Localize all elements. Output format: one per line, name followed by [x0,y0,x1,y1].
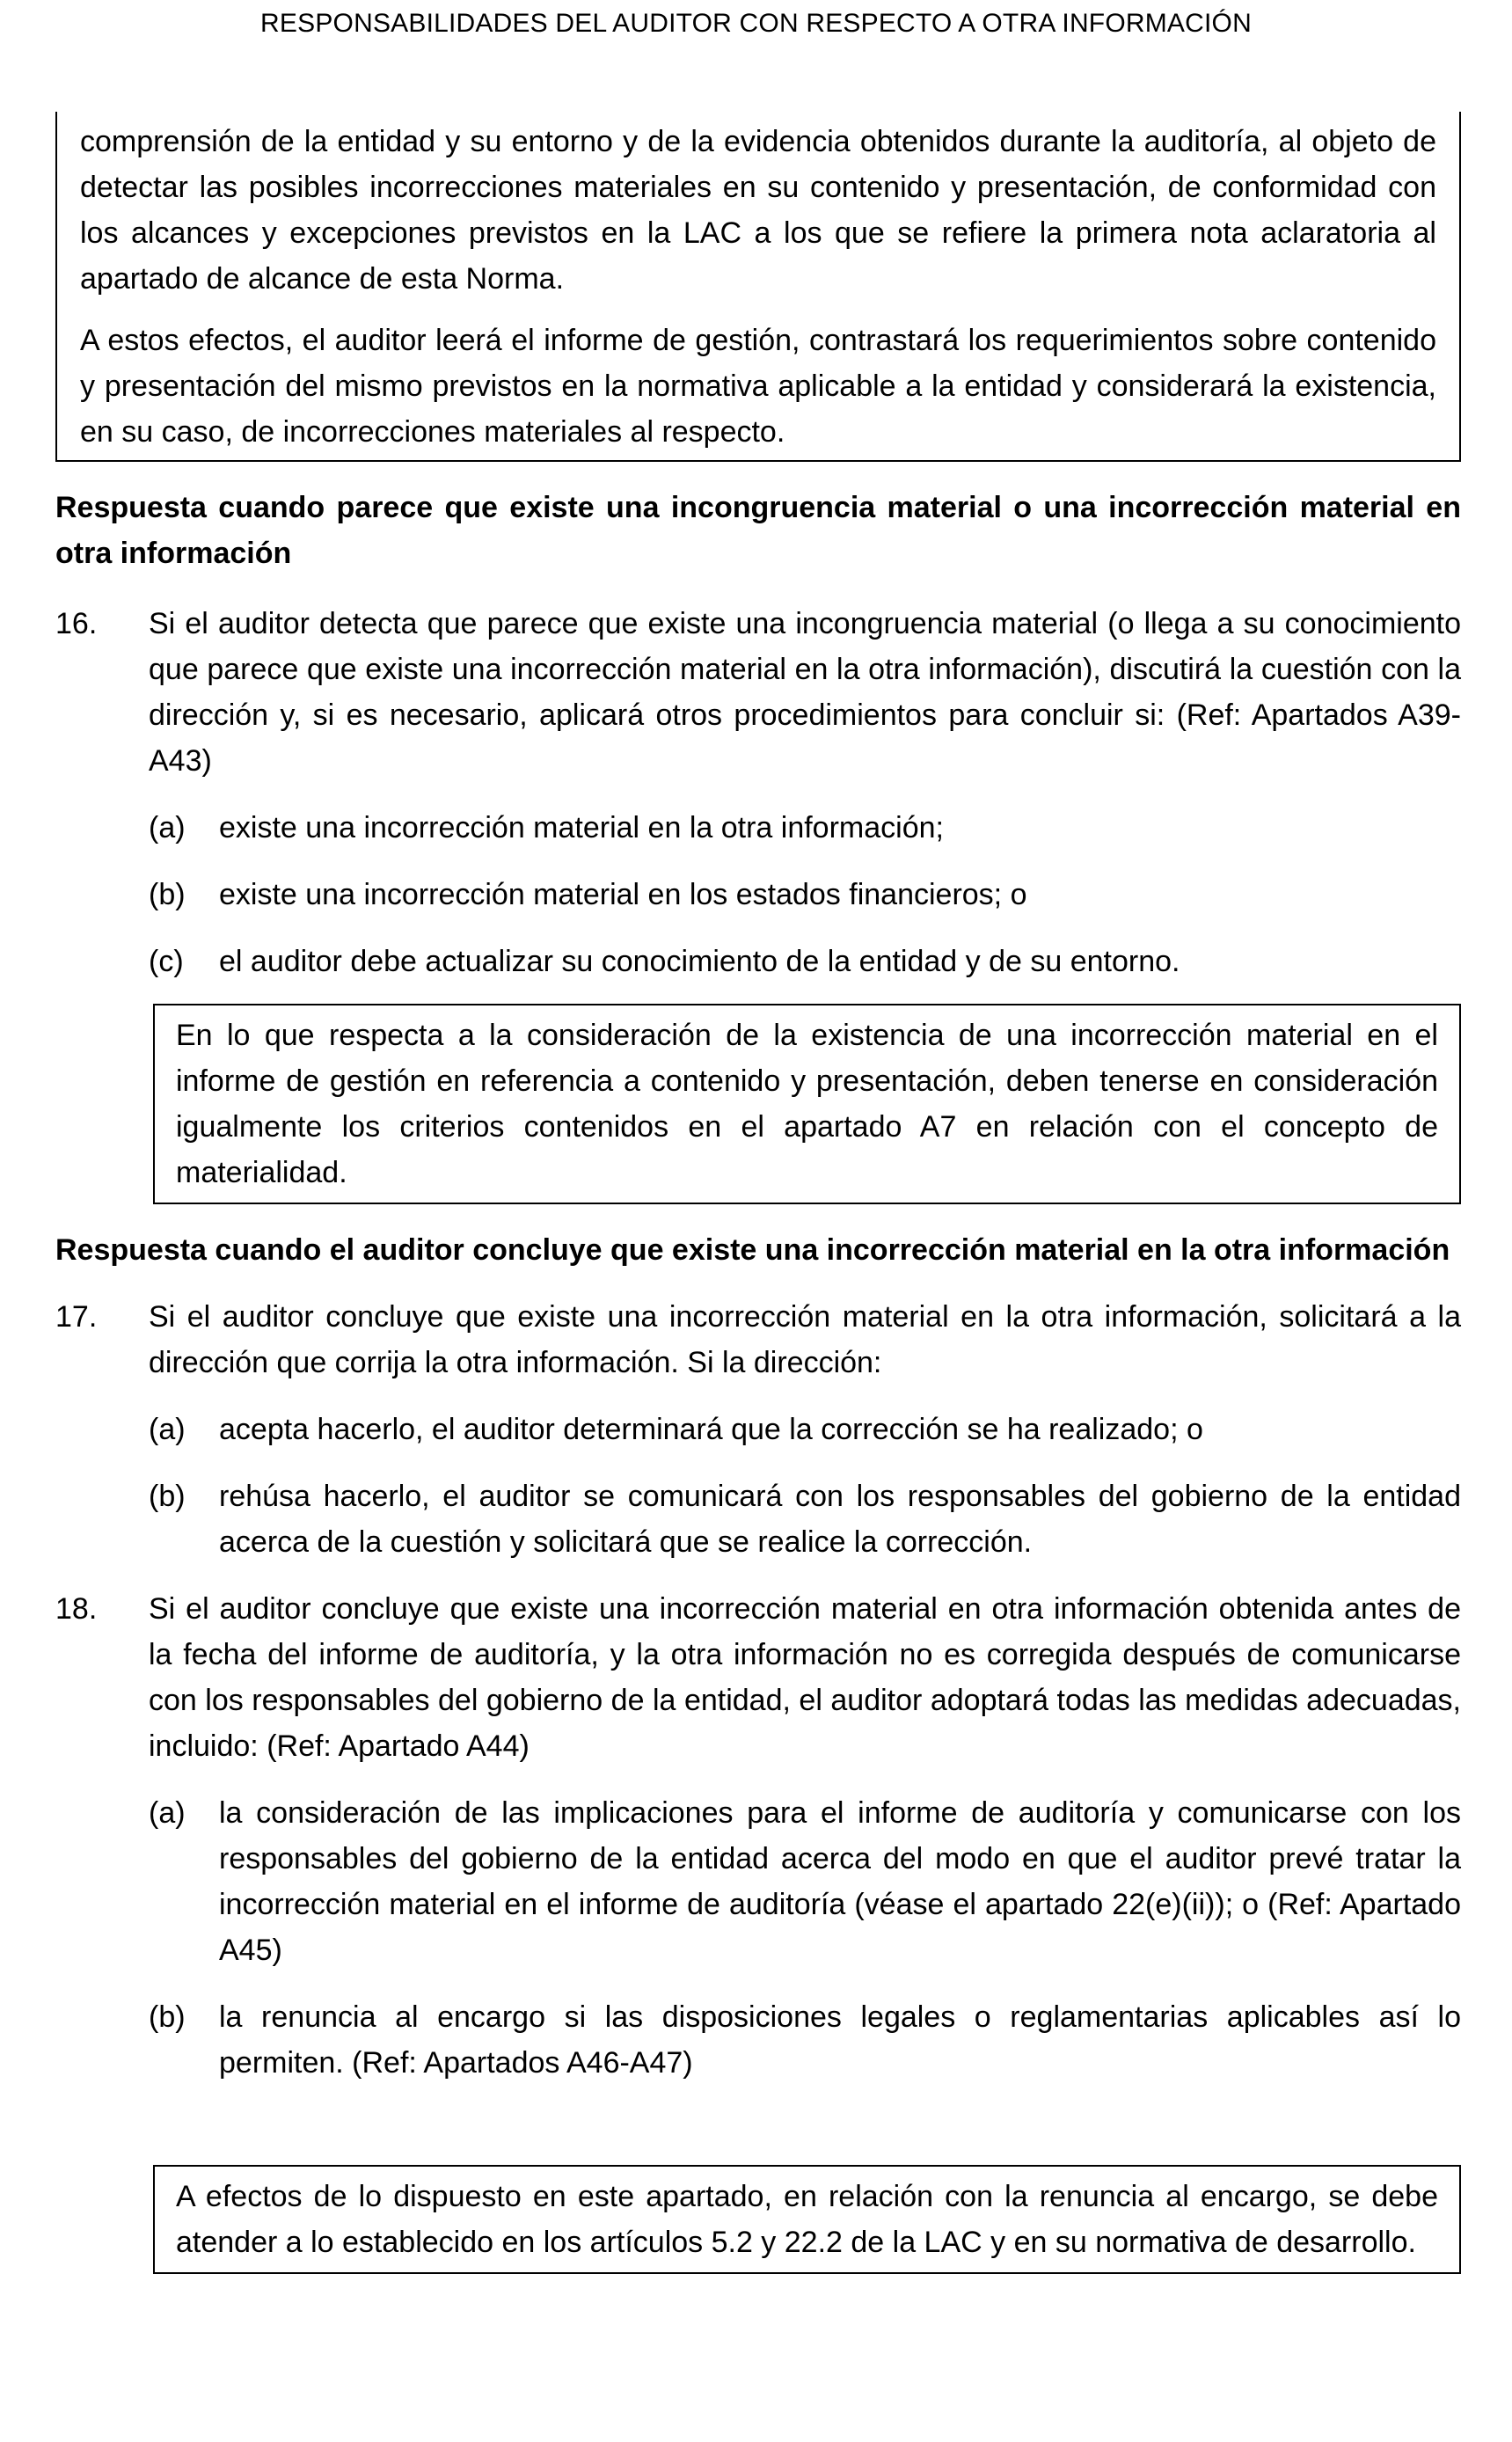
sub-item-label: (b) [149,878,186,911]
paragraph-number: 16. [55,607,98,640]
note-paragraph: A efectos de lo dispuesto en este apartado, en relación con la renuncia al encargo, se debe atender a lo establecido en los artículos 5.2 y 22.2 de la LAC y en su normativa de desarrollo. [176,2180,1438,2259]
paragraph-number: 18. [55,1592,98,1626]
sub-item-label: (a) [149,1796,186,1830]
sub-item [149,1407,1461,1452]
sub-item-label: (a) [149,1413,186,1446]
paragraph-number: 17. [55,1300,98,1334]
sub-item-label: (b) [149,2000,186,2034]
document-body [55,114,1461,2274]
sub-item [149,1994,1461,2086]
note-box-bottom [153,2165,1461,2274]
sub-item-text: la consideración de las implicaciones para el informe de auditoría y comunicarse con los responsables del gobierno de la entidad acerca del modo en que el auditor prevé tratar la incorrección material en el informe de auditoría (véase el apartado 22(e)(ii)); o (Ref: Apartado A45) [219,1796,1461,1967]
paragraph-16 [55,601,1461,784]
sub-item-text: la renuncia al encargo si las disposiciones legales o reglamentarias aplicables así lo permiten. (Ref: Apartados A46-A47) [219,2000,1461,2080]
note-paragraph: A estos efectos, el auditor leerá el informe de gestión, contrastará los requerimientos sobre contenido y presentación del mismo previstos en la normativa aplicable a la entidad y considerará la existencia, en su caso, de incorrecciones materiales al respecto. [80,324,1436,449]
sub-item-text: rehúsa hacerlo, el auditor se comunicará con los responsables del gobierno de la entidad acerca de la cuestión y solicitará que se realice la corrección. [219,1480,1461,1559]
sub-item [149,1473,1461,1565]
note-paragraph: comprensión de la entidad y su entorno y de la evidencia obtenidos durante la auditoría, al objeto de detectar las posibles incorrecciones materiales en su contenido y presentación, de conformidad con los alcances y excepciones previstos en la LAC a los que se refiere la primera nota aclaratoria al apartado de alcance de esta Norma. [80,125,1436,296]
note-box-top [55,112,1461,462]
sub-item [149,805,1461,851]
paragraph-18 [55,1586,1461,1769]
sub-item [149,939,1461,984]
page-header: RESPONSABILIDADES DEL AUDITOR CON RESPECTO A OTRA INFORMACIÓN [260,9,1252,38]
sub-item-text: existe una incorrección material en la otra información; [219,811,944,844]
paragraph-17 [55,1294,1461,1386]
sub-item-text: existe una incorrección material en los estados financieros; o [219,878,1027,911]
note-box-middle [153,1004,1461,1204]
sub-item-text: acepta hacerlo, el auditor determinará que la corrección se ha realizado; o [219,1413,1203,1446]
paragraph-text: Si el auditor detecta que parece que existe una incongruencia material (o llega a su conocimiento que parece que existe una incorrección material en la otra información), discutirá la cuestión con la dirección y, si es necesario, aplicará otros procedimientos para concluir si: (Ref: Apartados A39-A43) [149,607,1461,778]
sub-item [149,872,1461,918]
sub-item-label: (b) [149,1480,186,1513]
sub-item-label: (c) [149,945,184,978]
sub-item-text: el auditor debe actualizar su conocimiento de la entidad y de su entorno. [219,945,1180,978]
note-paragraph: En lo que respecta a la consideración de la existencia de una incorrección material en el informe de gestión en referencia a contenido y presentación, deben tenerse en consideración igualmente los criterios contenidos en el apartado A7 en relación con el concepto de materialidad. [176,1019,1438,1189]
section-heading: Respuesta cuando parece que existe una incongruencia material o una incorrección material en otra información [55,491,1461,570]
sub-item [149,1790,1461,1973]
sub-item-label: (a) [149,811,186,844]
paragraph-text: Si el auditor concluye que existe una incorrección material en otra información obtenida antes de la fecha del informe de auditoría, y la otra información no es corregida después de comunicarse con los responsables del gobierno de la entidad, el auditor adoptará todas las medidas adecuadas, incluido: (Ref: Apartado A44) [149,1592,1461,1763]
section-heading: Respuesta cuando el auditor concluye que existe una incorrección material en la otra información [55,1233,1450,1267]
paragraph-text: Si el auditor concluye que existe una incorrección material en la otra información, solicitará a la dirección que corrija la otra información. Si la dirección: [149,1300,1461,1379]
